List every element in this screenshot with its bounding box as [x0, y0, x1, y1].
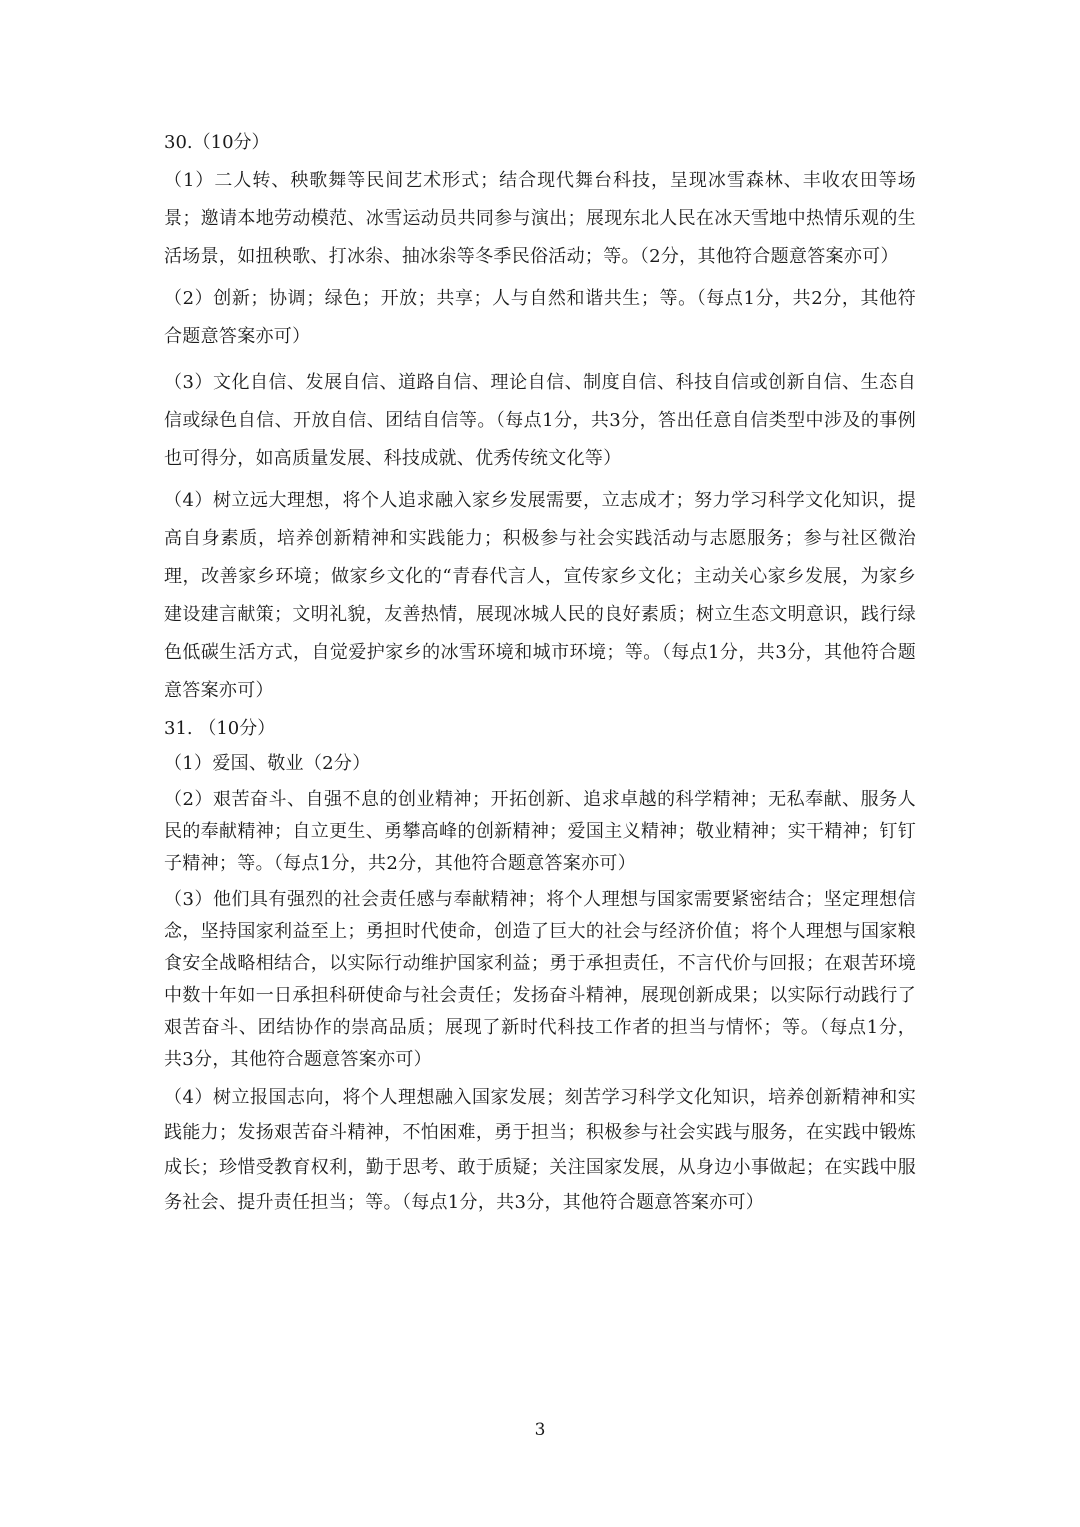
question-31-part-3: （3）他们具有强烈的社会责任感与奉献精神；将个人理想与国家需要紧密结合；坚定理想信念，坚持国家利益至上；勇担时代使命，创造了巨大的社会与经济价值；将个人理想与国家粮食安全战略相结合，以实际行动维护国家利益；勇于承担责任，不言代价与回报；在艰苦环境中数十年如一日承担科研使命与社会责任；发扬奋斗精神，展现创新成果；以实际行动践行了艰苦奋斗、团结协作的崇高品质；展现了新时代科技工作者的担当与情怀；等。（每点1分，共3分，其他符合题意答案亦可）: [164, 889, 916, 1070]
page-number: 3: [534, 1420, 546, 1440]
question-30-part-3: （3）文化自信、发展自信、道路自信、理论自信、制度自信、科技自信或创新自信、生态自信或绿色自信、开放自信、团结自信等。（每点1分，共3分，答出任意自信类型中涉及的事例也可得分，如高质量发展、科技成就、优秀传统文化等）: [164, 372, 916, 469]
question-30-part-1: （1）二人转、秧歌舞等民间艺术形式；结合现代舞台科技，呈现冰雪森林、丰收农田等场景；邀请本地劳动模范、冰雪运动员共同参与演出；展现东北人民在冰天雪地中热情乐观的生活场景，如扭秧歌、打冰尜、抽冰尜等冬季民俗活动；等。（2分，其他符合题意答案亦可）: [164, 170, 916, 267]
question-30-part-2: （2）创新；协调；绿色；开放；共享；人与自然和谐共生；等。（每点1分，共2分，其他符合题意答案亦可）: [164, 288, 916, 347]
question-31-part-4: （4）树立报国志向，将个人理想融入国家发展；刻苦学习科学文化知识，培养创新精神和实践能力；发扬艰苦奋斗精神，不怕困难，勇于担当；积极参与社会实践与服务，在实践中锻炼成长；珍惜受教育权利，勤于思考、敢于质疑；关注国家发展，从身边小事做起；在实践中服务社会、提升责任担当；等。（每点1分，共3分，其他符合题意答案亦可）: [164, 1087, 916, 1213]
question-30-header: 30.（10分）: [164, 132, 270, 153]
question-31-part-2: （2）艰苦奋斗、自强不息的创业精神；开拓创新、追求卓越的科学精神；无私奉献、服务人民的奉献精神；自立更生、勇攀高峰的创新精神；爱国主义精神；敬业精神；实干精神；钉钉子精神；等。（每点1分，共2分，其他符合题意答案亦可）: [164, 789, 916, 874]
answer-content: [164, 128, 916, 1224]
question-30-part-4: （4）树立远大理想，将个人追求融入家乡发展需要，立志成才；努力学习科学文化知识，提高自身素质，培养创新精神和实践能力；积极参与社会实践活动与志愿服务；参与社区微治理，改善家乡环境；做家乡文化的“青春代言人，宣传家乡文化；主动关心家乡发展，为家乡建设建言献策；文明礼貌，友善热情，展现冰城人民的良好素质；树立生态文明意识，践行绿色低碳生活方式，自觉爱护家乡的冰雪环境和城市环境；等。（每点1分，共3分，其他符合题意答案亦可）: [164, 490, 916, 701]
question-31-header: 31. （10分）: [164, 718, 276, 739]
question-31-part-1: （1）爱国、敬业（2分）: [164, 753, 371, 774]
